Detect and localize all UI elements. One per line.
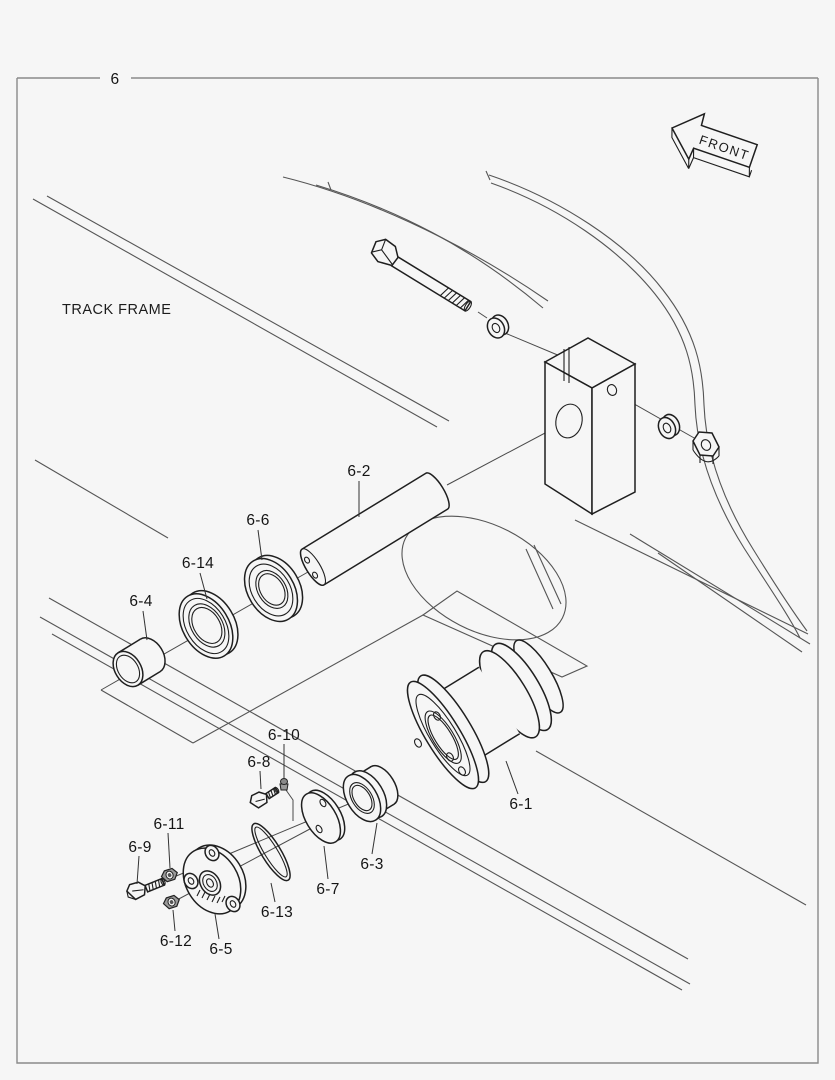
- bolt-6-9: [124, 872, 167, 902]
- frame-bolt-washer: [484, 312, 512, 341]
- part-label-6-7: 6-7: [316, 881, 340, 898]
- part-label-6-12: 6-12: [159, 933, 193, 950]
- part-label-6-11: 6-11: [153, 816, 185, 833]
- track-roller-6-1: [396, 617, 582, 797]
- part-label-6-10: 6-10: [267, 727, 301, 744]
- track-frame-lines: [33, 171, 810, 990]
- mounting-block: [545, 338, 635, 514]
- bushing-6-4: [107, 632, 171, 692]
- part-label-6-13: 6-13: [260, 904, 294, 921]
- part-label-6-14: 6-14: [181, 555, 215, 572]
- front-arrow-label: FRONT: [697, 132, 752, 164]
- part-label-6-1: 6-1: [509, 796, 533, 813]
- part-label-6-3: 6-3: [360, 856, 384, 873]
- bolt-6-8: [248, 782, 281, 810]
- pin-6-2: [296, 470, 454, 589]
- part-label-6-5: 6-5: [209, 941, 233, 958]
- part-label-6-4: 6-4: [129, 593, 153, 610]
- drawing-border: [17, 71, 818, 1063]
- assembly-number-label: 6: [110, 71, 120, 88]
- part-label-6-6: 6-6: [246, 512, 270, 529]
- plug-6-10: [280, 779, 288, 791]
- track-frame-label: TRACK FRAME: [62, 302, 172, 318]
- nut-6-12: [162, 893, 182, 911]
- part-label-6-2: 6-2: [347, 463, 371, 480]
- part-label-6-9: 6-9: [128, 839, 152, 856]
- ring-6-14: [168, 581, 249, 668]
- front-direction-arrow: [661, 105, 764, 188]
- block-washer: [655, 412, 683, 442]
- block-nut: [693, 432, 719, 464]
- part-label-6-8: 6-8: [247, 754, 271, 771]
